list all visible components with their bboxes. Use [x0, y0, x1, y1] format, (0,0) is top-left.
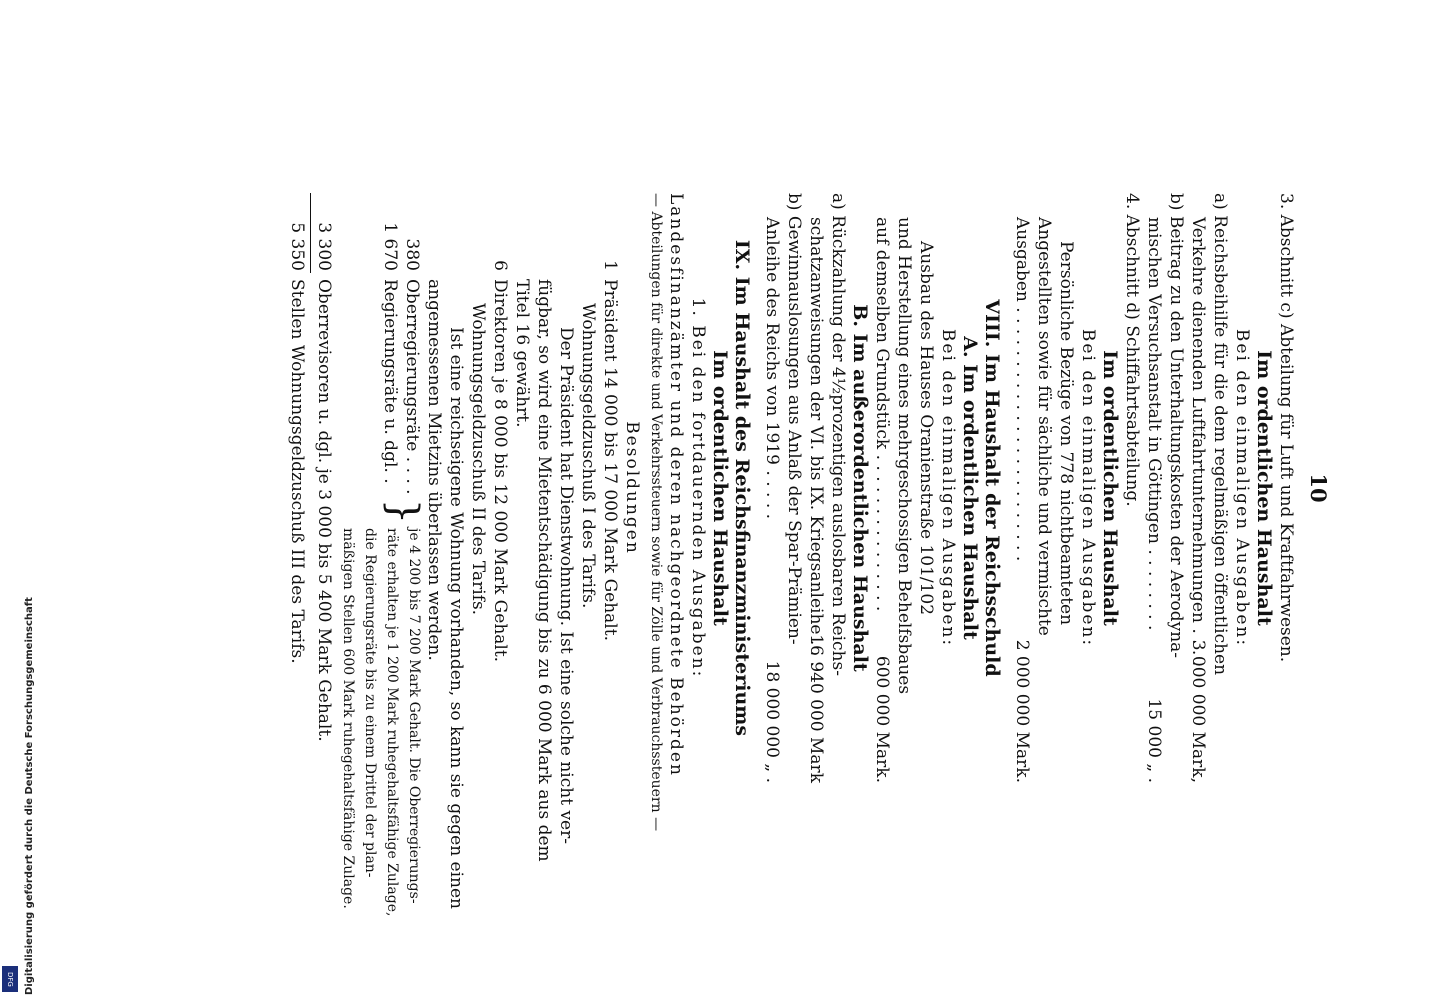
- section8-b-item-a-line2: schatzanweisungen der VI. bis IX. Kriegsanleihe . . .: [806, 217, 826, 667]
- funding-credit: Digitalisierung gefördert durch die Deutsche Forschungsgemeinschaft: [24, 597, 35, 995]
- brace-text: räte erhalten je 1 200 Mark ruhegehaltsfähige Zulage,: [384, 528, 400, 917]
- section3-item-a-line1: a) Reichsbeihilfe für die dem regelmäßigen öffentlichen: [1210, 193, 1230, 676]
- salary-text: Direktoren je 8 000 bis 12 000 Mark Gehalt.: [490, 279, 510, 663]
- section9-divisions: — Abteilungen für direkte und Verkehrssteuern sowie für Zölle und Verbrauchssteuern —: [648, 193, 664, 832]
- brace-text: je 4 200 bis 7 200 Mark Gehalt. Die Oberregierungs-: [406, 528, 422, 904]
- salary-count: 1 670: [380, 222, 400, 271]
- section8-a-heading: A. Im ordentlichen Haushalt: [959, 336, 981, 640]
- section8-a-subheading: Bei den einmaligen Ausgaben:: [938, 328, 958, 648]
- section4-line3: Ausgaben . . . . . . . . . . . . . . . . . . . . . . . .: [1012, 217, 1032, 562]
- section3-title: 3. Abschnitt c) Abteilung für Luft und Kraftfahrwesen.: [1276, 193, 1296, 663]
- section9-authorities: Landesfinanzämter und deren nachgeordnete Behörden: [666, 193, 686, 777]
- salary-text: Präsident 14 000 bis 17 000 Mark Gehalt.: [600, 279, 620, 641]
- salary-row-president: [511, 193, 621, 862]
- salary-text: Oberrevisoren u. dgl. je 3 000 bis 5 400 Mark Gehalt.: [314, 279, 334, 742]
- section8-b-item-b-line1: b) Gewinnauslosungen aus Anlaß der Spar-Prämien-: [784, 193, 804, 645]
- salary-text: Wohnungsgeldzuschuß I des Tarifs.: [578, 303, 598, 609]
- section8-a-line1: Ausbau des Hauses Oranienstraße 101/102: [916, 241, 936, 616]
- section3-item-a-line2: Verkehre dienenden Luftfahrtunternehmungen . . . .: [1188, 217, 1208, 667]
- section3-item-b-line1: b) Beitrag zu den Unterhaltungskosten der Aerodyna-: [1166, 193, 1186, 659]
- sum-rule: [310, 193, 311, 273]
- salary-text: Ist eine reichseigene Wohnung vorhanden, so kann sie gegen einen: [446, 327, 466, 910]
- salary-count: 3 300: [314, 222, 334, 271]
- salary-row-auditors: [313, 193, 335, 783]
- salary-text: Regierungsräte u. dgl. .: [380, 279, 400, 484]
- section8-title: VIII. Im Haushalt der Reichsschuld: [981, 299, 1003, 677]
- section8-b-item-b-amount: 18 000 000 „ .: [762, 660, 782, 783]
- section4-heading: Im ordentlichen Haushalt: [1099, 350, 1121, 626]
- salary-count: 5 350: [287, 222, 307, 271]
- section4-line1: Persönliche Bezüge von 778 nichtbeamteten: [1056, 241, 1076, 626]
- section3-item-b-line2: mischen Versuchsanstalt in Göttingen . . . . . . . .: [1144, 217, 1164, 631]
- salary-text: Stellen Wohnungsgeldzuschuß III des Tarifs.: [287, 279, 307, 664]
- salary-row-total: [286, 193, 308, 783]
- salary-text: fügbar, so wird eine Mietentschädigung bis zu 6 000 Mark aus dem: [534, 279, 554, 862]
- section4-line2: Angestellten sowie für sächliche und vermischte: [1034, 217, 1054, 636]
- salary-text: Oberregierungsräte . . . .: [402, 279, 422, 495]
- section3-item-a-amount: 3 000 000 Mark,: [1188, 639, 1208, 783]
- section3-item-b-amount: 15 000 „ .: [1144, 698, 1164, 783]
- salary-text: Wohnungsgeldzuschuß II des Tarifs.: [468, 303, 488, 616]
- section9-subheading: 1. Bei den fortdauernden Ausgaben:: [688, 297, 708, 679]
- dfg-logo: DFG: [2, 966, 18, 992]
- salary-text: angemessenen Mietzins überlassen werden.: [424, 279, 444, 661]
- section8-b-item-a-amount: 16 940 000 Mark: [806, 634, 826, 783]
- brace-text: die Regierungsräte bis zu einem Drittel der plan-: [362, 528, 378, 878]
- section8-a-amount: 600 000 Mark.: [872, 655, 892, 783]
- brace-text: mäßigen Stellen 600 Mark ruhegehaltsfähige Zulage.: [340, 528, 356, 909]
- salary-row-councillors: [335, 193, 426, 917]
- section8-a-line2: und Herstellung eines mehrgeschossigen Behelfsbaues: [894, 217, 914, 695]
- salary-count: 1: [600, 260, 620, 271]
- salary-count: 380: [402, 238, 422, 271]
- salary-text: Der Präsident hat Dienstwohnung. Ist eine solche nicht ver-: [556, 327, 576, 844]
- section3-subheading: Bei den einmaligen Ausgaben:: [1232, 328, 1252, 648]
- section9-salaries-heading: Besoldungen: [622, 421, 642, 555]
- page-number: 10: [1306, 473, 1331, 503]
- section9-title: IX. Im Haushalt des Reichsfinanzministeriums: [731, 239, 753, 737]
- salary-text: Titel 16 gewährt.: [512, 279, 532, 428]
- section8-b-item-b-line2: Anleihe des Reichs von 1919 . . . . .: [762, 217, 782, 520]
- salary-count: 6: [490, 260, 510, 271]
- brace-mark: }: [380, 498, 426, 525]
- section4-amount: 2 000 000 Mark.: [1012, 639, 1032, 783]
- section8-b-heading: B. Im außerordentlichen Haushalt: [849, 304, 871, 672]
- section4-subheading: Bei den einmaligen Ausgaben:: [1078, 328, 1098, 648]
- document-page: [179, 193, 1331, 917]
- section8-a-line3: auf demselben Grundstück . . . . . . . . . . . . . . .: [872, 217, 892, 612]
- section4-title: 4. Abschnitt d) Schiffahrtsabteilung.: [1122, 193, 1142, 507]
- section8-b-item-a-line1: a) Rückzahlung der 4½prozentigen auslosbaren Reichs-: [828, 193, 848, 676]
- section9-heading: Im ordentlichen Haushalt: [709, 350, 731, 626]
- section3-heading: Im ordentlichen Haushalt: [1253, 350, 1275, 626]
- salary-row-directors: [423, 193, 511, 910]
